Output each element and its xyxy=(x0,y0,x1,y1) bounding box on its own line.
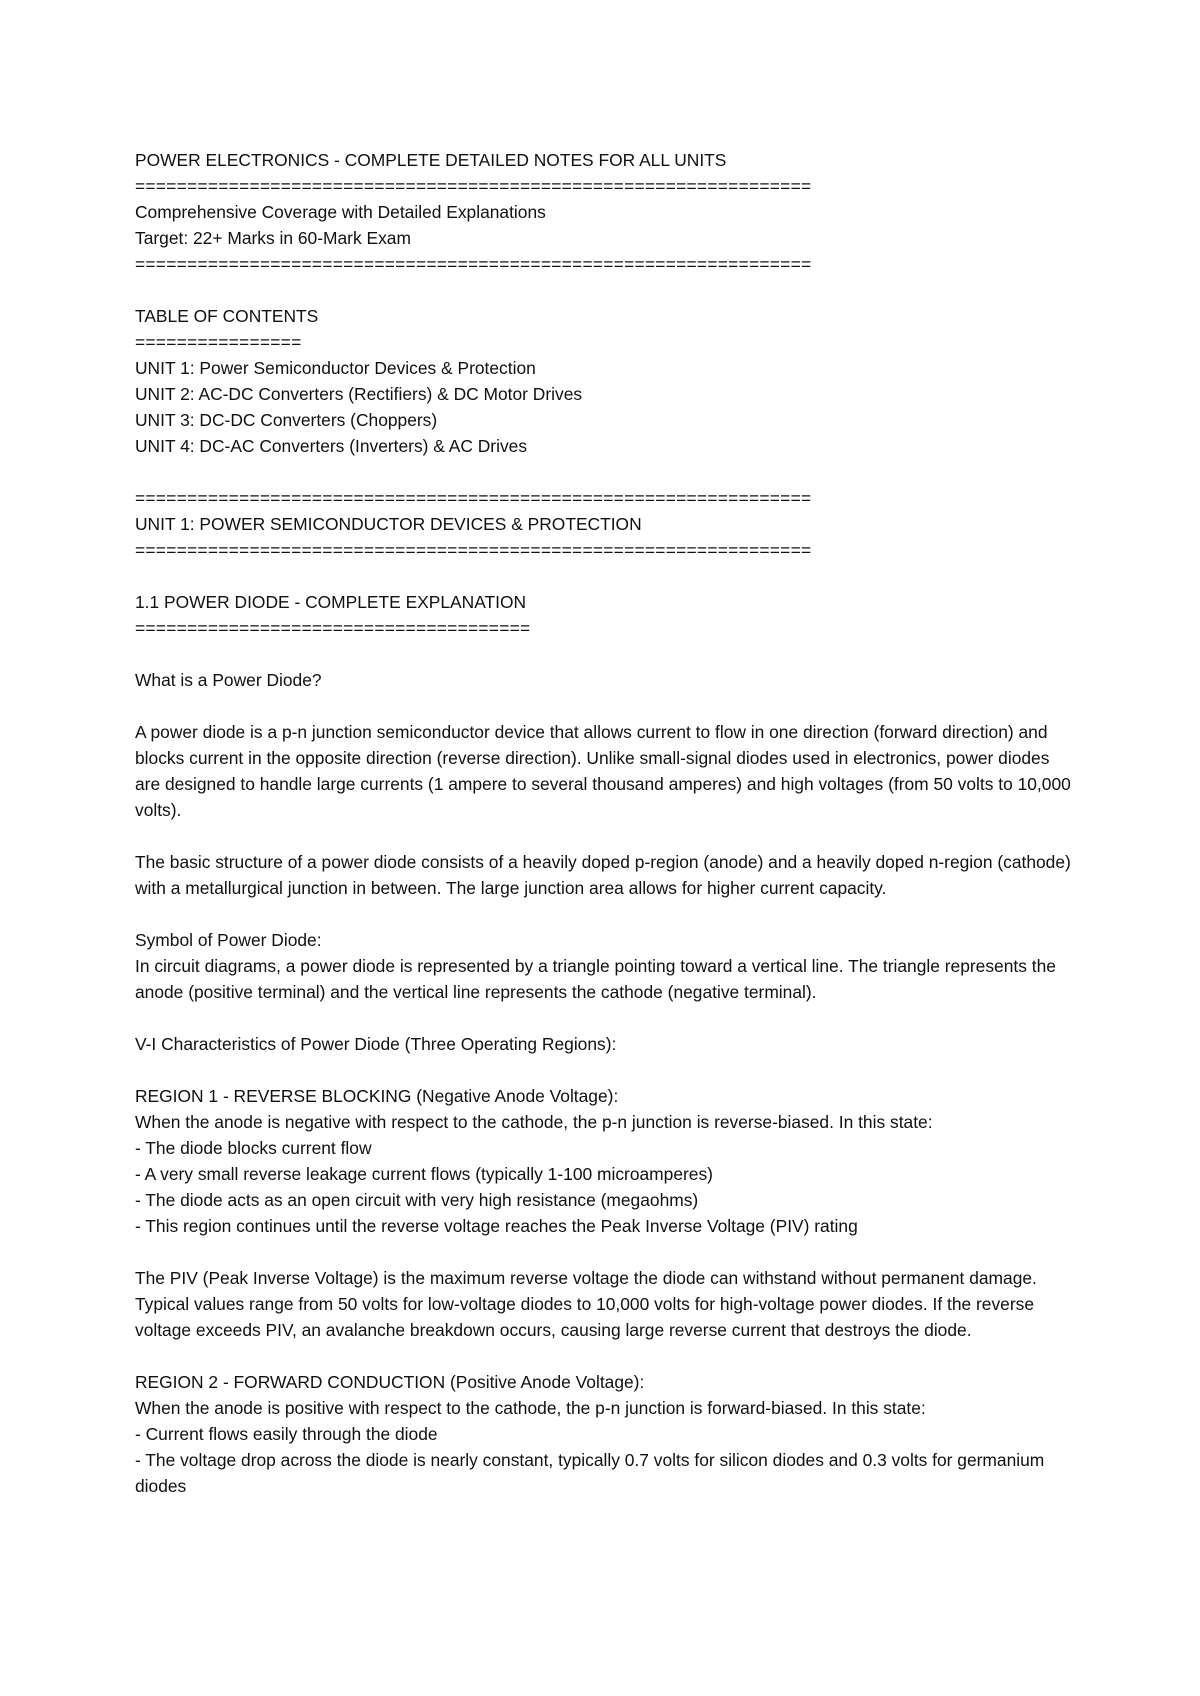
region-2-intro: When the anode is positive with respect to the cathode, the p-n junction is forward-biased. In this state: xyxy=(135,1398,926,1418)
region-2-heading: REGION 2 - FORWARD CONDUCTION (Positive Anode Voltage): xyxy=(135,1372,645,1392)
paragraph-structure: The basic structure of a power diode consists of a heavily doped p-region (anode) and a heavily doped n-region (cathode) with a metallurgical junction in between. The large junction area allows for higher current capacity. xyxy=(135,852,1071,898)
list-item: - This region continues until the reverse voltage reaches the Peak Inverse Voltage (PIV) rating xyxy=(135,1216,858,1236)
divider-rule: ================================================================= xyxy=(135,488,812,508)
document-page xyxy=(135,147,1075,1499)
region-1-heading: REGION 1 - REVERSE BLOCKING (Negative Anode Voltage): xyxy=(135,1086,619,1106)
section-1-1-heading: 1.1 POWER DIODE - COMPLETE EXPLANATION xyxy=(135,592,527,612)
region-1-intro: When the anode is negative with respect to the cathode, the p-n junction is reverse-biased. In this state: xyxy=(135,1112,933,1132)
list-item: - The voltage drop across the diode is nearly constant, typically 0.7 volts for silicon diodes and 0.3 volts for germanium diodes xyxy=(135,1450,1045,1496)
document-target: Target: 22+ Marks in 60-Mark Exam xyxy=(135,228,411,248)
vi-characteristics-heading: V-I Characteristics of Power Diode (Three Operating Regions): xyxy=(135,1034,617,1054)
toc-heading: TABLE OF CONTENTS xyxy=(135,306,319,326)
document-title: POWER ELECTRONICS - COMPLETE DETAILED NOTES FOR ALL UNITS xyxy=(135,150,727,170)
divider-rule: ================================================================= xyxy=(135,254,812,274)
question-heading: What is a Power Diode? xyxy=(135,670,322,690)
toc-item-unit-4: UNIT 4: DC-AC Converters (Inverters) & AC Drives xyxy=(135,436,528,456)
divider-rule: ================================================================= xyxy=(135,540,812,560)
section-divider-rule: ====================================== xyxy=(135,618,531,638)
list-item: - The diode blocks current flow xyxy=(135,1138,372,1158)
toc-item-unit-1: UNIT 1: Power Semiconductor Devices & Protection xyxy=(135,358,536,378)
list-item: - The diode acts as an open circuit with very high resistance (megaohms) xyxy=(135,1190,699,1210)
toc-item-unit-3: UNIT 3: DC-DC Converters (Choppers) xyxy=(135,410,438,430)
document-subtitle: Comprehensive Coverage with Detailed Explanations xyxy=(135,202,546,222)
list-item: - Current flows easily through the diode xyxy=(135,1424,438,1444)
symbol-heading: Symbol of Power Diode: xyxy=(135,930,322,950)
toc-item-unit-2: UNIT 2: AC-DC Converters (Rectifiers) & DC Motor Drives xyxy=(135,384,583,404)
paragraph-definition: A power diode is a p-n junction semiconductor device that allows current to flow in one direction (forward direction) and blocks current in the opposite direction (reverse direction). Unlike small-signal diodes used in electronics, power diodes are designed to handle large currents (1 ampere to several thousand amperes) and high voltages (from 50 volts to 10,000 volts). xyxy=(135,722,1071,820)
toc-divider-rule: ================ xyxy=(135,332,302,352)
paragraph-symbol: In circuit diagrams, a power diode is represented by a triangle pointing toward a vertical line. The triangle represents the anode (positive terminal) and the vertical line represents the cathode (negative terminal). xyxy=(135,956,1056,1002)
unit-1-heading: UNIT 1: POWER SEMICONDUCTOR DEVICES & PROTECTION xyxy=(135,514,642,534)
paragraph-piv: The PIV (Peak Inverse Voltage) is the maximum reverse voltage the diode can withstand without permanent damage. Typical values range from 50 volts for low-voltage diodes to 10,000 volts for high-voltage power diodes. If the reverse voltage exceeds PIV, an avalanche breakdown occurs, causing large reverse current that destroys the diode. xyxy=(135,1268,1037,1340)
list-item: - A very small reverse leakage current flows (typically 1-100 microamperes) xyxy=(135,1164,713,1184)
divider-rule: ================================================================= xyxy=(135,176,812,196)
